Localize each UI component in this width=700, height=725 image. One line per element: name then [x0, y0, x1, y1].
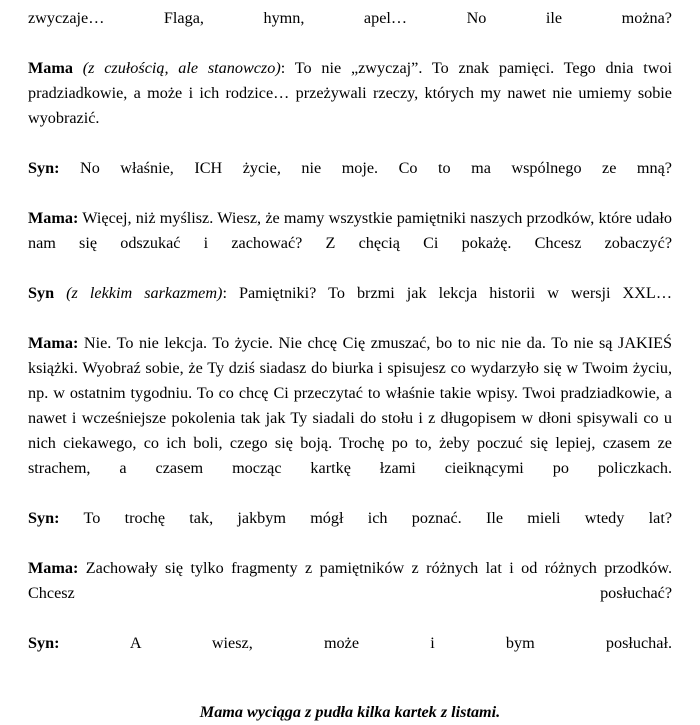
dialogue-line-mama-1 [28, 56, 672, 156]
line-text: To nie „zwyczaj”. To znak pamięci. Tego dnia twoi pradziadkowie, a może i ich rodzice… przeżywali rzeczy, których my nawet nie umiemy sobie wyobrazić. [28, 59, 672, 127]
speaker-space [54, 284, 66, 302]
dialogue-line-mama-2 [28, 206, 672, 281]
stage-direction-centered: Mama wyciąga z pudła kilka kartek z listami. [199, 703, 501, 721]
speaker-separator [78, 559, 85, 577]
speaker-label: Mama [28, 59, 73, 77]
dialogue-line-syn-4 [28, 631, 672, 681]
stage-direction-inline: (z lekkim sarkazmem) [66, 284, 223, 302]
speaker-label: Syn: [28, 509, 60, 527]
dialogue-line-mama-3 [28, 331, 672, 506]
dialogue-body [28, 6, 672, 725]
speaker-label: Mama: [28, 209, 79, 227]
speaker-separator: : [280, 59, 295, 77]
speaker-label: Mama: [28, 334, 79, 352]
speaker-separator [60, 634, 130, 652]
dialogue-line-continuation [28, 6, 672, 56]
speaker-label: Syn: [28, 634, 60, 652]
line-text: zwyczaje… Flaga, hymn, apel… No ile można? [28, 9, 672, 27]
dialogue-line-mama-4 [28, 556, 672, 631]
line-text: Więcej, niż myślisz. Wiesz, że mamy wszystkie pamiętniki naszych przodków, które udało nam się odszukać i zachować? Z chęcią Ci pokażę. Chcesz zobaczyć? [28, 209, 672, 252]
line-text: Zachowały się tylko fragmenty z pamiętników z różnych lat i od różnych przodków. Chcesz posłuchać? [28, 559, 672, 602]
speaker-space [73, 59, 83, 77]
speaker-label: Syn [28, 284, 55, 302]
line-text: A wiesz, może i bym posłuchał. [129, 634, 672, 652]
line-text: No właśnie, ICH życie, nie moje. Co to ma wspólnego ze mną? [80, 159, 672, 177]
speaker-separator [60, 159, 81, 177]
line-text: Nie. To nie lekcja. To życie. Nie chcę Cię zmuszać, bo to nic nie da. To nie są JAKIEŚ książki. Wyobraź sobie, że Ty dziś siadasz do biurka i spisujesz co wydarzyło się w Twoim życiu, np. w ostatnim tygodniu. To co chcę Ci przeczytać to właśnie takie wpisy. Twoi pradziadkowie, a nawet i wcześniejsze pokolenia tak jak Ty siadali do stołu i z długopisem w dłoni spisywali co u nich ciekawego, co ich boli, czego się boją. Trochę po to, żeby poczuć się lepiej, czasem ze strachem, a czasem mocząc kartkę łzami cieiknącymi po policzkach. [28, 334, 673, 477]
speaker-label: Mama: [28, 559, 79, 577]
dialogue-line-syn-2 [28, 281, 672, 331]
line-text: To trochę tak, jakbym mógł ich poznać. Ile mieli wtedy lat? [83, 509, 672, 527]
speaker-label: Syn: [28, 159, 60, 177]
dialogue-line-syn-1 [28, 156, 672, 206]
dialogue-line-syn-3 [28, 506, 672, 556]
line-text: Pamiętniki? To brzmi jak lekcja historii w wersji XXL… [238, 284, 673, 302]
speaker-separator [60, 509, 84, 527]
stage-direction-inline: (z czułością, ale stanowczo) [82, 59, 281, 77]
speaker-separator: : [222, 284, 239, 302]
